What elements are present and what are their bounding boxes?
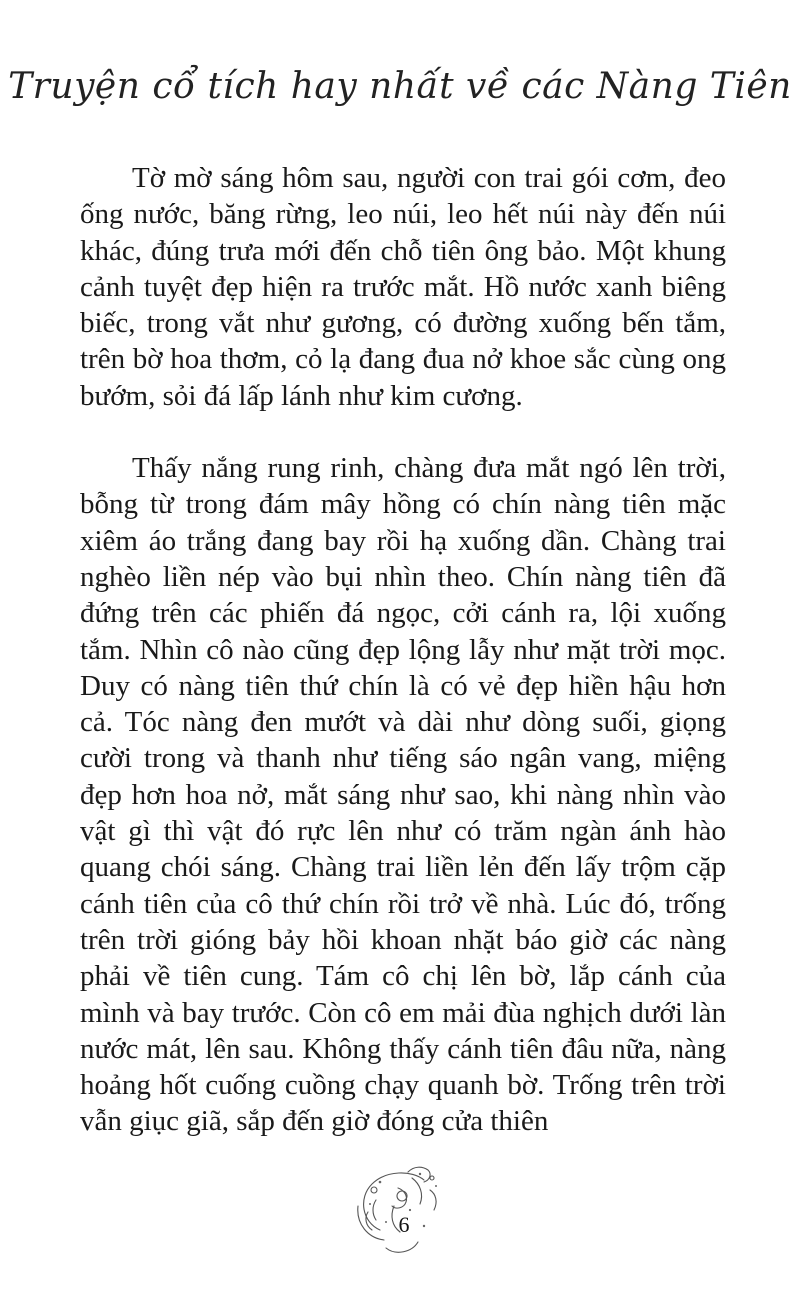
fairy-ornament-icon (350, 1160, 450, 1258)
paragraph-1: Tờ mờ sáng hôm sau, người con trai gói cơm, đeo ống nước, băng rừng, leo núi, leo hết núi này đến núi khác, đúng trưa mới đến chỗ tiên ông bảo. Một khung cảnh tuyệt đẹp hiện ra trước mắt. Hồ nước xanh biêng biếc, trong vắt như gương, có đường xuống bến tắm, trên bờ hoa thơm, cỏ lạ đang đua nở khoe sắc cùng ong bướm, sỏi đá lấp lánh như kim cương. (80, 162, 726, 412)
body-text (80, 160, 726, 1140)
running-header-title: Truyện cổ tích hay nhất về các Nàng Tiên (8, 66, 792, 107)
page-number: 6 (398, 1212, 410, 1237)
paragraph-2: Thấy nắng rung rinh, chàng đưa mắt ngó lên trời, bỗng từ trong đám mây hồng có chín nàng tiên mặc xiêm áo trắng đang bay rồi hạ xuống dần. Chàng trai nghèo liền nép vào bụi nhìn theo. Chín nàng tiên đã đứng trên các phiến đá ngọc, cởi cánh ra, lội xuống tắm. Nhìn cô nào cũng đẹp lộng lẫy như mặt trời mọc. Duy có nàng tiên thứ chín là có vẻ đẹp hiền hậu hơn cả. Tóc nàng đen mướt và dài như dòng suối, giọng cười trong và thanh như tiếng sáo ngân vang, miệng đẹp hơn hoa nở, mắt sáng như sao, khi nàng nhìn vào vật gì thì vật đó rực lên như có trăm ngàn ánh hào quang chói sáng. Chàng trai liền lẻn đến lấy trộm cặp cánh tiên của cô thứ chín rồi trở về nhà. Lúc đó, trống trên trời gióng bảy hồi khoan nhặt báo giờ các nàng phải về tiên cung. Tám cô chị lên bờ, lắp cánh của mình và bay trước. Còn cô em mải đùa nghịch dưới làn nước mát, lên sau. Không thấy cánh tiên đâu nữa, nàng hoảng hốt cuống cuồng chạy quanh bờ. Trống trên trời vẫn giục giã, sắp đến giờ đóng cửa thiên (80, 452, 726, 1138)
